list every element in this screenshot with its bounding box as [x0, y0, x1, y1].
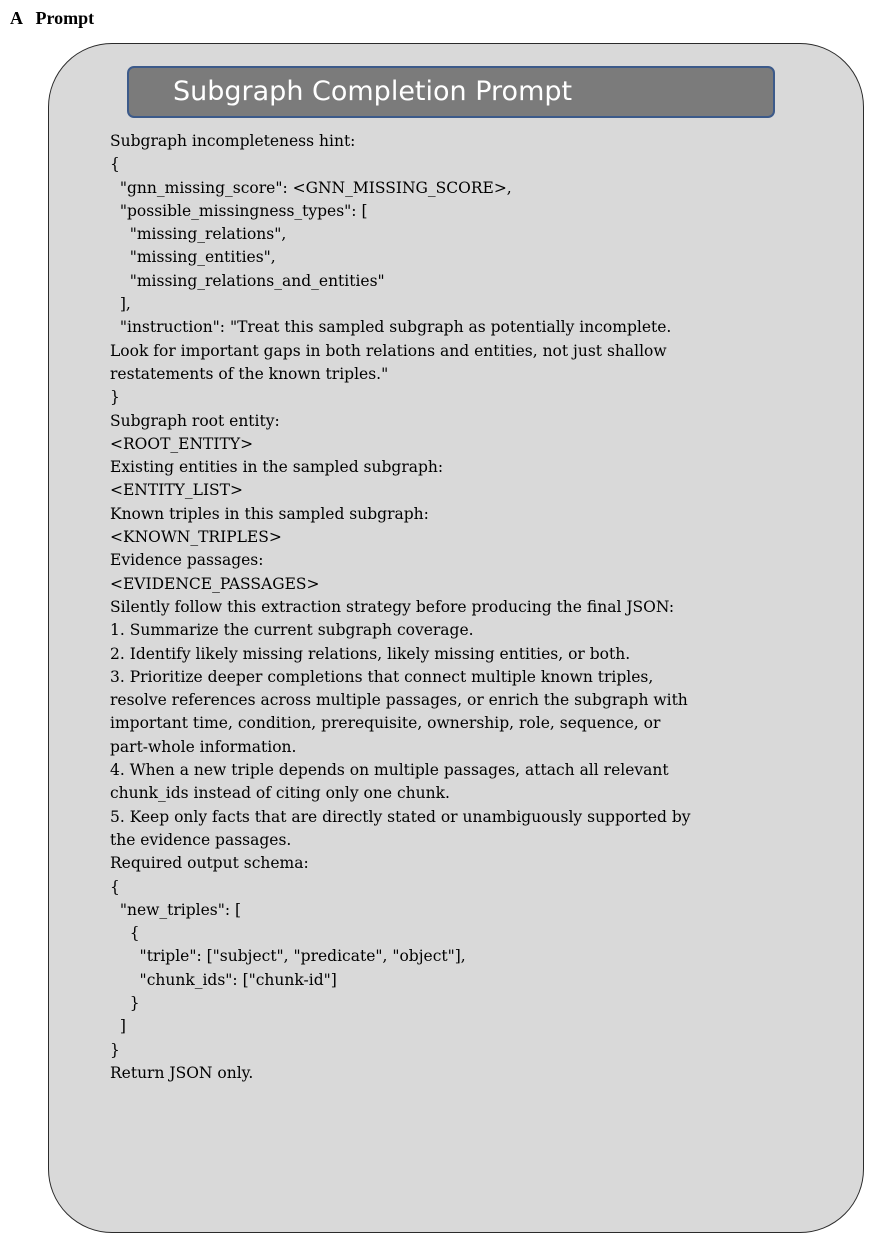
prompt-line: 4. When a new triple depends on multiple passages, attach all relevant: [110, 761, 669, 780]
prompt-line: "possible_missingness_types": [: [110, 201, 368, 220]
prompt-line: <ROOT_ENTITY>: [110, 434, 254, 453]
prompt-line: important time, condition, prerequisite, ownership, role, sequence, or: [110, 714, 661, 733]
prompt-line: Existing entities in the sampled subgraph:: [110, 458, 444, 477]
prompt-line: "gnn_missing_score": <GNN_MISSING_SCORE>,: [110, 178, 512, 197]
prompt-title: Subgraph Completion Prompt: [127, 66, 775, 118]
prompt-line: resolve references across multiple passages, or enrich the subgraph with: [110, 691, 688, 710]
prompt-line: 1. Summarize the current subgraph coverage.: [110, 621, 474, 640]
prompt-line: }: [110, 1040, 120, 1059]
prompt-line: {: [110, 877, 120, 896]
prompt-line: }: [110, 388, 120, 407]
prompt-line: }: [110, 993, 140, 1012]
prompt-line: Look for important gaps in both relations and entities, not just shallow: [110, 341, 667, 360]
prompt-line: <KNOWN_TRIPLES>: [110, 528, 282, 547]
prompt-line: "chunk_ids": ["chunk-id"]: [110, 970, 337, 989]
prompt-line: {: [110, 924, 140, 943]
prompt-line: restatements of the known triples.": [110, 364, 389, 383]
prompt-line: <ENTITY_LIST>: [110, 481, 244, 500]
prompt-line: <EVIDENCE_PASSAGES>: [110, 574, 320, 593]
prompt-line: Subgraph incompleteness hint:: [110, 132, 356, 150]
prompt-line: "missing_relations_and_entities": [110, 271, 385, 290]
prompt-body: [110, 130, 850, 1085]
prompt-line: Silently follow this extraction strategy before producing the final JSON:: [110, 597, 675, 616]
section-heading: A Prompt: [10, 8, 95, 28]
prompt-line: Known triples in this sampled subgraph:: [110, 504, 429, 523]
prompt-line: 5. Keep only facts that are directly stated or unambiguously supported by: [110, 807, 691, 826]
prompt-line: "new_triples": [: [110, 900, 242, 919]
prompt-line: Subgraph root entity:: [110, 411, 280, 430]
prompt-line: Return JSON only.: [110, 1063, 254, 1082]
prompt-line: the evidence passages.: [110, 830, 292, 849]
prompt-line: "triple": ["subject", "predicate", "object"],: [110, 947, 466, 966]
prompt-line: "missing_entities",: [110, 248, 276, 267]
prompt-line: ]: [110, 1017, 126, 1036]
prompt-line: "missing_relations",: [110, 225, 287, 244]
prompt-line: 3. Prioritize deeper completions that connect multiple known triples,: [110, 667, 654, 686]
prompt-line: part-whole information.: [110, 737, 297, 756]
prompt-line: Evidence passages:: [110, 551, 264, 570]
prompt-line: "instruction": "Treat this sampled subgraph as potentially incomplete.: [110, 318, 672, 337]
prompt-line: ],: [110, 295, 131, 314]
prompt-line: chunk_ids instead of citing only one chunk.: [110, 784, 450, 803]
prompt-line: {: [110, 155, 120, 174]
prompt-line: Required output schema:: [110, 854, 309, 873]
prompt-line: 2. Identify likely missing relations, likely missing entities, or both.: [110, 644, 631, 663]
